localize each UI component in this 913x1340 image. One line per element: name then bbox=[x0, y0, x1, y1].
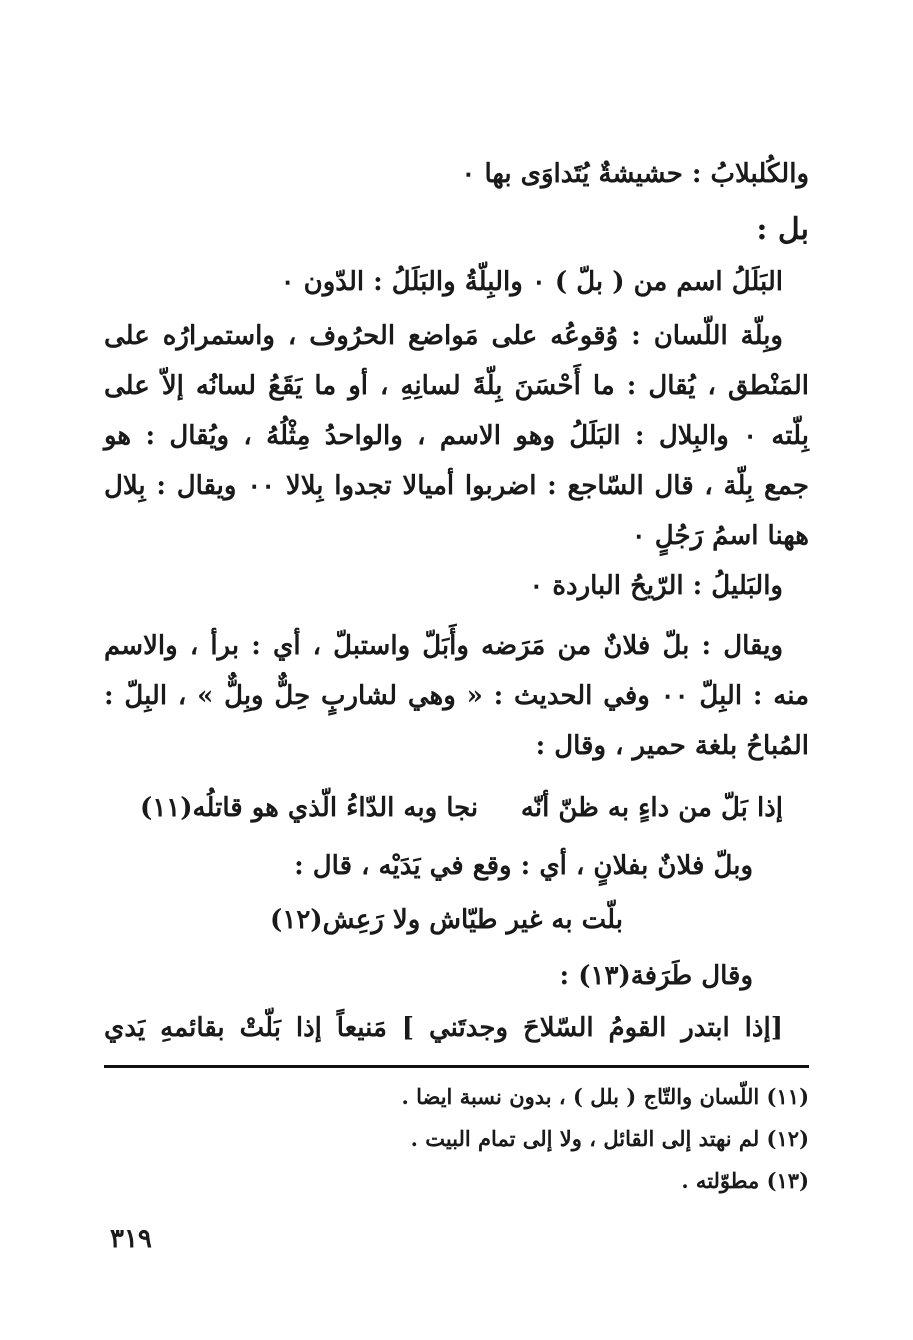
footnote: (١٣) مطوّلته . bbox=[681, 1168, 809, 1193]
verse-first-hemistich: إذا بَلّ من داءٍ به ظنّ أنّه bbox=[520, 793, 783, 823]
text-line: ويقال : بلّ فلانٌ من مَرَضه وأَبَلّ واستبلّ ، أي : برأ ، والاسم bbox=[104, 631, 783, 661]
text-line: جمع بِلّة ، قال السّاجع : اضربوا أميالا تجدوا بِلالا ٠٠ ويقال : بِلال bbox=[104, 471, 809, 501]
footnote: (١٢) لم نهتد إلى القائل ، ولا إلى تمام البيت . bbox=[410, 1126, 809, 1151]
text-line: المُباحُ بلغة حمير ، وقال : bbox=[535, 731, 809, 761]
text-line: والكُلبلابُ : حشيشةٌ يُتَداوَى بها ٠ bbox=[461, 159, 809, 189]
verse-second-hemistich: نجا وبه الدّاءُ الّذي هو قاتلُه(١١) bbox=[140, 793, 479, 823]
text-line: ههنا اسمُ رَجُلٍ ٠ bbox=[631, 521, 809, 551]
footnote-divider bbox=[104, 1065, 809, 1068]
text-line: بِلّته ٠ والبِلال : البَلَلُ وهو الاسم ، والواحدُ مِثْلُهُ ، ويُقال : هو bbox=[104, 421, 809, 451]
text-line: البَلَلُ اسم من ( بلّ ) ٠ والبِلّةُ والبَلَلُ : الدّون ٠ bbox=[280, 267, 783, 297]
text-line: المَنْطق ، يُقال : ما أَحْسَنَ بِلّةَ لسانِهِ ، أو ما يَقَعُ لسانُه إلاّ على bbox=[104, 371, 809, 401]
text-line: والبَليلُ : الرّيحُ الباردة ٠ bbox=[529, 571, 783, 601]
text-line: منه : البِلّ ٠٠ وفي الحديث : « وهي لشاربٍ حِلٌّ وبِلٌّ » ، البِلّ : bbox=[104, 681, 809, 711]
footnote: (١١) اللّسان والتّاج ( بلل ) ، بدون نسبة ايضا . bbox=[401, 1084, 809, 1109]
page-number: ٣١٩ bbox=[110, 1224, 152, 1254]
text-line: وقال طَرَفة(١٣) : bbox=[559, 961, 753, 991]
text-line: وبلّ فلانٌ بفلانٍ ، أي : وقع في يَدَيْه ، قال : bbox=[294, 851, 753, 881]
entry-heading: بل : bbox=[756, 212, 809, 247]
poetry-verse-line: [إذا ابتدر القومُ السّلاحَ وجدتَني ] مَنيعاً إذا بَلّتْ بقائمهِ يَدي bbox=[104, 1013, 783, 1043]
poetry-half-verse: بلّت به غير طيّاش ولا رَعِش(١٢) bbox=[270, 905, 623, 935]
text-line: وبِلّة اللّسان : وُقوعُه على مَواضع الحرُوف ، واستمرارُه على bbox=[104, 321, 783, 351]
